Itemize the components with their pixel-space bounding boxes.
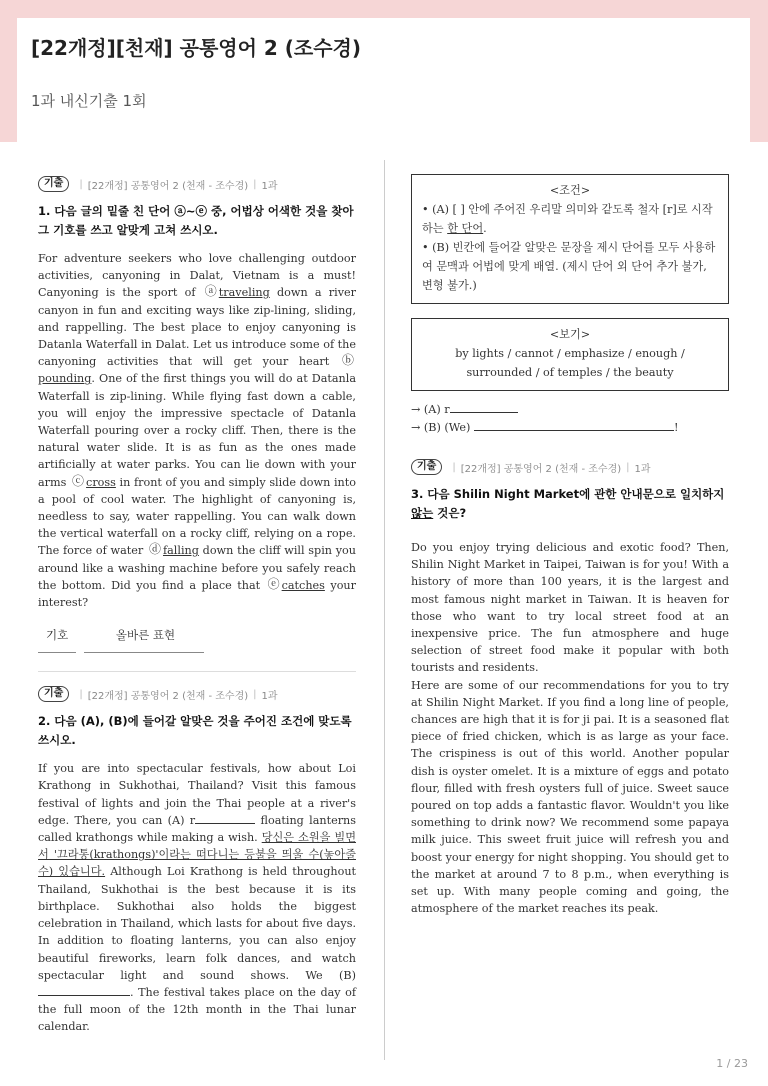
question-2-title: 2. 다음 (A), (B)에 들어갈 알맞은 것을 주어진 조건에 맞도록 쓰시오. (38, 714, 352, 748)
answer-b-line[interactable] (474, 420, 674, 431)
korean-underlined: 당신은 소원을 빌면서 '끄라통(krathongs)'이라는 떠다니는 등불을 띄울 수(놓아줄 수) 있습니다. (38, 831, 356, 879)
condition-1: • (A) [ ] 안에 주어진 우리말 의미와 같도록 철자 [r]로 시작하는 한 단어. (422, 203, 713, 235)
source-label: [22개정] 공통영어 2 (천재 - 조수경) (87, 690, 249, 702)
question-3-passage-2: Here are some of our recommendations for you to try at Shilin Night Market. If you find a long line of people, chances are high that it is for ji pai. It is a seasoned flat piece of fried chicken, which is as large as your face. The crispiness is out of this world. Another popular dish is oyster omelet. It is a mixture of eggs and potato flour, filled with fresh oysters full of juice. Sweet sauce poured on top adds a fantastic flavor. Wouldn't you like something to drink now? We recommend some papaya milk juice. This sweet fruit juice will refresh you and boost your energy for night shopping. You should get to the market at around 7 to 8 p.m., when everything is set up. With many people coming and going, the atmosphere of the market reaches its peak. (411, 678, 729, 916)
lesson-label: 1과 (634, 463, 651, 475)
lesson-label: 1과 (261, 690, 278, 702)
blank-a[interactable] (195, 813, 255, 824)
mark-d: ⓓ (148, 542, 161, 557)
page-subtitle: 1과 내신기출 1회 (31, 92, 147, 110)
answer-lines (38, 651, 356, 653)
page-title: [22개정][천재] 공통영어 2 (조수경) (31, 36, 362, 60)
conditions-box (411, 174, 729, 304)
question-3-title: 3. 다음 Shilin Night Market에 관한 안내문으로 일치하지 않는 것은? (411, 487, 725, 520)
symbol-answer-line[interactable] (38, 651, 76, 653)
answer-header (38, 627, 356, 643)
exam-tag: 기출 (38, 686, 69, 702)
correction-label: 올바른 표현 (115, 628, 176, 643)
mark-e: ⓔ (267, 576, 280, 591)
source-label: [22개정] 공통영어 2 (천재 - 조수경) (460, 463, 622, 475)
question-1-title: 1. 다음 글의 밑줄 친 단어 ⓐ~ⓔ 중, 어법상 어색한 것을 찾아 그 기호를 쓰고 알맞게 고쳐 쓰시오. (38, 204, 354, 237)
question-2-passage: If you are into spectacular festivals, how about Loi Krathong in Sukhothai, Thailand? Visit this famous festival of lights and join the Thai people at a river's edge. There, you can (A) r floating lanterns called krathongs while making a wish. 당신은 소원을 빌면서 '끄라통(krathongs)'이라는 떠다니는 등불을 띄울 수(놓아줄 수) 있습니다. Although Loi Krathong is held throughout Thailand, Sukhothai is the best because it is its birthplace. Sukhothai also holds the biggest celebration in Thailand, which lasts for about five days. In addition to floating lanterns, you can also enjoy beautiful fireworks, learn folk dances, and watch spectacular light and sound shows. We (B) . The festival takes place on the day of the full moon of the 12th month in the Thai lunar calendar. (38, 762, 357, 1034)
answer-a-row: → (A) r (411, 401, 729, 419)
right-column (411, 174, 729, 917)
question-2-answers (411, 401, 729, 437)
page-number: 1 / 23 (716, 1057, 748, 1070)
question-1-passage: For adventure seekers who love challenging outdoor activities, canyoning in Dalat, Vietnam is a must! Canyoning is the sport of ⓐ traveling down a river canyon in fun and exciting ways like zip-lining, sliding, and rappelling. The best place to enjoy canyoning is Datanla Waterfall in Dalat. Let us introduce some of the canyoning activities that will get your heart ⓑpounding. One of the first things you will do at Datanla Waterfall is zip-lining. While flying fast down a cable, you will enjoy the impressive spectacle of Datanla Waterfall pouring over a rocky cliff. Then, there is the natural water slide. It is as fun as the ones made artificially at water parks. You can lie down with your arms ⓒ cross in front of you and simply slide down into a pool of cool water. The highlight of canyoning is, needless to say, water rappelling. You can walk down the vertical waterfall on a rocky cliff, relying on a rope. The force of water ⓓ falling down the cliff will spin you around like a washing machine before you safely reach the bottom. Did you find a place that ⓔ catches your interest? (38, 252, 357, 610)
exam-tag: 기출 (411, 459, 442, 475)
column-divider (384, 160, 385, 1060)
left-column (38, 176, 356, 1036)
blank-b[interactable] (38, 985, 130, 996)
question-3-passage-1: Do you enjoy trying delicious and exotic food? Then, Shilin Night Market in Taipei, Taiwan is for you! With a history of more than 100 years, it is the largest and most famous night market in Taiwan. It is heaven for those who want to try local street food at an inexpensive price. The fun atmosphere and huge selection of street food make it popular with both tourists and residents. (411, 541, 729, 675)
underlined-word-a: traveling (218, 286, 270, 300)
answer-b-row: → (B) (We) ! (411, 421, 679, 434)
answer-a-line[interactable] (450, 402, 518, 413)
mark-a: ⓐ (204, 284, 217, 299)
word-bank-box (411, 318, 729, 391)
conditions-title: <조건> (549, 184, 591, 197)
question-2-source: 기출 | [22개정] 공통영어 2 (천재 - 조수경) | 1과 (38, 686, 356, 702)
question-3-source: 기출 | [22개정] 공통영어 2 (천재 - 조수경) | 1과 (411, 459, 729, 475)
source-label: [22개정] 공통영어 2 (천재 - 조수경) (87, 180, 249, 192)
question-1-source: 기출 | [22개정] 공통영어 2 (천재 - 조수경) | 1과 (38, 176, 356, 192)
underlined-word-e: catches (281, 578, 325, 592)
underlined-word-d: falling (162, 544, 199, 558)
section-divider (38, 671, 356, 672)
correction-answer-line[interactable] (84, 651, 204, 653)
exam-tag: 기출 (38, 176, 69, 192)
mark-c: ⓒ (72, 473, 85, 488)
underlined-word-c: cross (86, 475, 116, 489)
symbol-label: 기호 (46, 628, 69, 643)
underlined-word-b: pounding (38, 372, 92, 386)
word-bank-words: by lights / cannot / emphasize / enough / surrounded / of temples / the beauty (455, 347, 685, 379)
mark-b: ⓑ (341, 353, 354, 368)
condition-2: • (B) 빈칸에 들어갈 알맞은 문장을 제시 단어를 모두 사용하여 문맥과 어법에 맞게 배열. (제시 단어 외 단어 추가 불가, 변형 불가.) (422, 241, 716, 292)
lesson-label: 1과 (261, 180, 278, 192)
word-bank-title: <보기> (549, 328, 591, 341)
